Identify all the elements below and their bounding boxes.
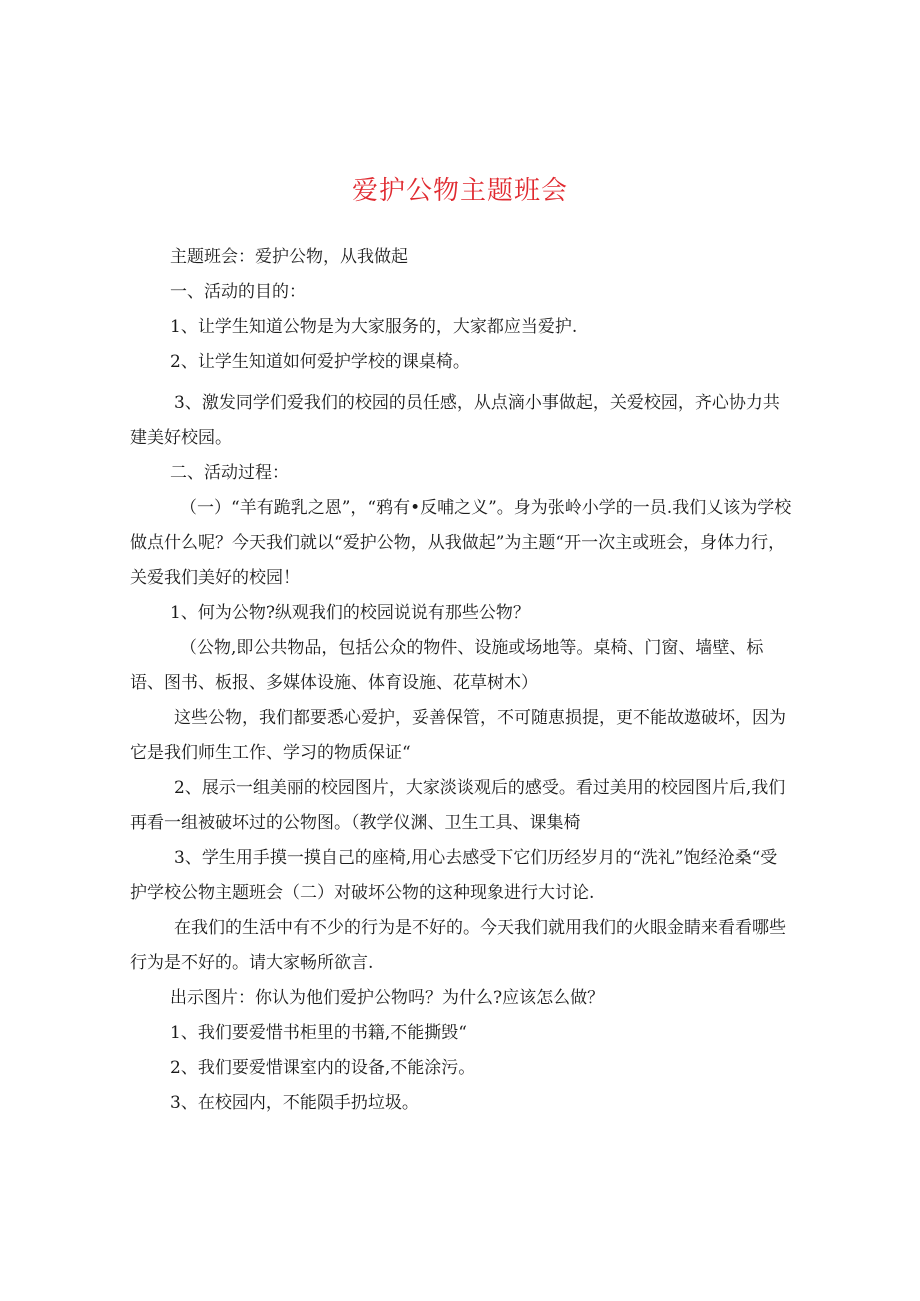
paragraph-goal-2: 2、让学生知道如何爱护学校的课桌椅。 <box>170 352 470 372</box>
paragraph-discussion: 在我们的生活中有不少的行为是不好的。今天我们就用我们的火眼金睛来看看哪些行为是不好的。请大家畅所欲言. <box>130 918 786 973</box>
paragraph-public-items: （公物,即公共物品，包括公众的物件、设施或场地等。桌椅、门窗、墙壁、标语、图书、板报、多媒体设施、体育设施、花草树木） <box>130 638 764 693</box>
paragraph-heading-process: 二、活动过程： <box>170 463 289 483</box>
document-body <box>130 240 792 1121</box>
paragraph-theme: 主题班会：爱护公物，从我做起 <box>170 247 408 267</box>
paragraph-goal-3: 3、激发同学们爱我们的校园的员任感，从点滴小事做起，关爱校园，齐心协力共建美好校园。 <box>130 393 780 448</box>
paragraph-process-3: 3、学生用手摸一摸自己的座椅,用心去感受下它们历经岁月的“洗礼”饱经沧桑“受护学校公物主题班会（二）对破坏公物的这种现象进行大讨论. <box>130 848 778 903</box>
paragraph-process-intro: （一）“羊有跪乳之恩”，“鸦有•反哺之义”。身为张岭小学的一员.我们乂该为学校做点什么呢？今天我们就以“爱护公物，从我做起”为主题“开一次主或班会，身体力行，关爱我们美好的校园！ <box>130 498 792 588</box>
document-title: 爱护公物主题班会 <box>351 176 568 206</box>
paragraph-goal-1: 1、让学生知道公物是为大家服务的，大家都应当爱护. <box>170 317 578 337</box>
paragraph-rule-1: 1、我们要爱惜书柜里的书籍,不能撕毁“ <box>170 1023 467 1043</box>
paragraph-heading-goals: 一、活动的目的： <box>170 282 306 302</box>
paragraph-rule-2: 2、我们要爱惜课室内的设备,不能涂污。 <box>170 1058 476 1078</box>
paragraph-process-2: 2、展示一组美丽的校园图片，大家淡谈观后的感受。看过美用的校园图片后,我们再看一组被破坏过的公物图。（教学仪渊、卫生工具、课集椅 <box>130 778 786 833</box>
paragraph-show-pictures: 出示图片：你认为他们爱护公物吗？为什么?应该怎么做？ <box>170 988 605 1008</box>
paragraph-process-1: 1、何为公物?纵观我们的校园说说有那些公物？ <box>170 603 530 623</box>
paragraph-care: 这些公物，我们都要悉心爱护，妥善保管，不可随恵损提，更不能故遨破坏，因为它是我们师生工作、学习的物质保证“ <box>130 708 786 763</box>
paragraph-rule-3: 3、在校园内，不能陨手扔垃圾。 <box>170 1093 419 1113</box>
